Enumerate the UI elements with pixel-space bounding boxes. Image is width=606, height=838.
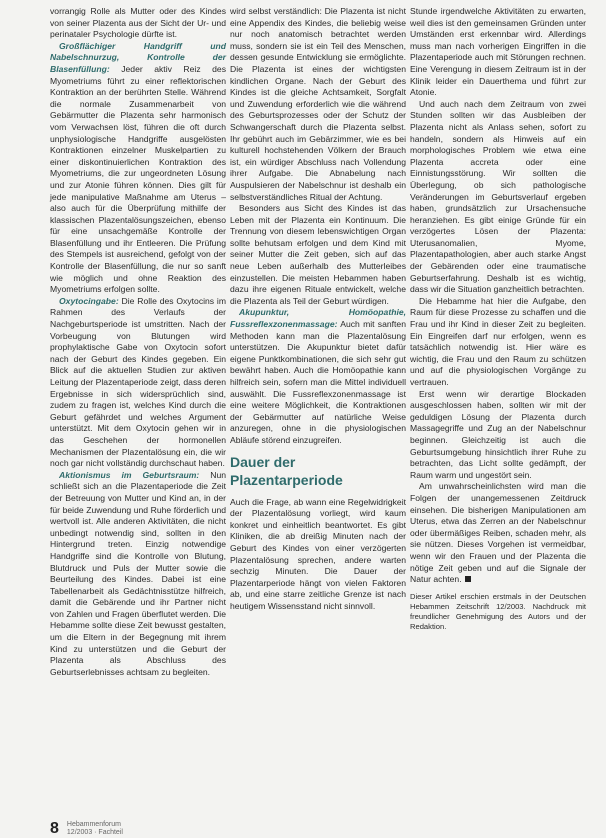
paragraph: Die Hebamme hat hier die Aufgabe, den Raum für diese Prozesse zu schaffen und die Frau und ihr Kind in dieser Zeit zu begleiten. Ein Eingreifen darf nur erfolgen, wenn es tatsächlich notwendig ist. Hier wäre es wichtig, die Frau und den Raum zu schützen und auf die physiologischen Vorgänge zu vertrauen. (410, 295, 586, 387)
paragraph (50, 41, 226, 296)
paragraph: Auch die Frage, ab wann eine Regelwidrigkeit der Plazentalösung vorliegt, wird kaum konkret und einheitlich beantwortet. Es gibt Kliniken, die ab dreißig Minuten nach der Geburt des Kindes von einer verzögerten Plazentalösung sprechen, andere warten sechzig Minuten. Die Dauer der Plazentarperiode hängt von vielen Faktoren ab, und eine starre zeitliche Grenze ist nach heutigem Wissensstand nicht sinnvoll. (230, 496, 406, 611)
paragraph-text: Am unwahrscheinlichsten wird man die Folgen der unangemessenen Zeitdruck einsehen. Die bisherigen Manipulationen am Uterus, etwa das Zerren an der Nabelschnur oder übermäßiges Reiben, schaden mehr, als sie nützen. Dieses Vorgehen ist vermeidbar, wenn wir den Frauen und der Plazenta die nötige Zeit geben und auf die Signale der Natur achten. (410, 481, 586, 585)
subheading: Großflächiger Handgriff und Nabelschnurzug, Kontrolle der Blasenfüllung: (50, 40, 226, 74)
subheading: Aktionismus im Geburtsraum: (59, 469, 200, 480)
text-column-left (50, 6, 226, 678)
end-of-article-mark (465, 576, 471, 582)
paragraph (50, 470, 226, 679)
issue-info (67, 821, 123, 837)
paragraph: vorrangig Rolle als Mutter oder des Kindes von seiner Plazenta aus der Sicht der Ur- und perinataler Psychologie dürfte ist. (50, 6, 226, 40)
paragraph: Stunde irgendwelche Aktivitäten zu erwarten, weil dies ist den gemeinsamen Gründen unter Umständen erst erkennbar wird. Allerdings muss man nach vorherigen Eingriffen in die Plazentaperiode auch mit Störungen rechnen. Eine Verengung in diesem Zeitraum ist in der Klinik leider ein Dauerthema und führt zur Atonie. (410, 6, 586, 98)
section-heading: Dauer der Plazentarperiode (230, 453, 343, 488)
paragraph-text: Auch mit sanften Methoden kann man die Plazentalösung unterstützen. Die Akupunktur bietet dafür eigene Punktkombinationen, die sich sehr gut bewährt haben. Auch die Homöopathie kann hilfreich sein, sofern man die Mittel individuell auswählt. Die Fussreflexzonenmassage ist eine weitere Möglichkeit, die Kontraktionen der Gebärmutter auf natürliche Weise anzuregen, ohne in die physiologischen Abläufe störend einzugreifen. (230, 319, 406, 445)
paragraph-text: Nun schließt sich an die Plazentaperiode die Zeit der Betreuung von Mutter und Kind an, in der für beide Zuwendung und Ruhe förderlich und wertvoll ist. Alle anderen Aktivitäten, die nicht unbedingt notwendig sind, sollten in den Hintergrund treten. Einzig notwendige Handgriffe sind die Kontrolle von Blutung, Blutdruck und Puls der Mutter sowie die Beurteilung des Kindes. Dabei ist eine Tabellenarbeit als Gedächtnisstütze hilfreich, damit die Gebärende und ihr Partner nicht von Zahlen und Fragen überflutet werden. Die Hebamme sollte diese Zeit bewusst gestalten, um die Eltern in der Begegnung mit ihrem Kind zu unterstützen und die Geburt der Plazenta als Abschluss des Geburtserlebnisses achtsam zu begleiten. (50, 469, 226, 677)
subheading: Akupunktur, Homöopathie, Fussreflexzonenmassage: (230, 307, 406, 330)
paragraph (50, 296, 226, 470)
paragraph: wird selbst verständlich: Die Plazenta ist nicht eine Appendix des Kindes, die beliebig weise nur noch anatomisch betrachtet werden muss, sondern sie ist ein Teil des Menschen, dessen gesunde Entwicklung sie ermöglichte. Die Plazenta ist eines der wichtigsten kindlichen Organe. Nach der Geburt des Kindes ist die gleiche Achtsamkeit, Sorgfalt und Zuwendung erforderlich wie die während des Geburtsprozesses oder der Schutz der Schwangerschaft durch die Plazenta selbst. Ihr gebührt auch im Gebärzimmer, wie es bei kulturell hochstehenden Völkern der Brauch ist, ein würdiger Abschluss nach Vollendung ihrer Aufgabe. Die Abnabelung nach Auspulsieren der Nabelschnur ist deshalb ein selbstverständliches Ritual der Achtung. (230, 6, 406, 202)
paragraph: Besonders aus Sicht des Kindes ist das Leben mit der Plazenta ein Kontinuum. Die Trennung von diesem lebenswichtigen Organ sollte behutsam erfolgen und dem Kind mit seiner Mutter die Zeit geben, sich auf das neue Leben außerhalb des Mutterleibes einzustellen. Die meisten Hebammen haben dazu ihre eigenen Rituale entwickelt, welche die Plazenta als Teil der Geburt würdigen. (230, 203, 406, 306)
paragraph-text: Jeder aktiv Reiz des Myometriums führt zu einer reflektorischen Kontraktion an der berührten Stelle. Während die normale Zusammenarbeit von Gebärmutter die Plazenta sehr harmonisch vom Verwachsen löst, führen die oft durch unphysiologische Handgriffe ausgelösten Kontraktionen einzelner Muskelpartien zu einer diskontinuierlichen Kontraktion des Myometriums, die zur ungeordneten Lösung und zur Atonie führen können. Dies gilt für jede manipulative Maßnahme am Uterus – also auch für die Überprüfung mithilfe der klassischen Plazentalösungszeichen, ebenso für eine unsachgemäße Kontrolle der Blasenfüllung und ihr Entleeren. Die Prüfung des Stempels ist ausreichend, gefolgt von der Kontrolle der Blasenfüllung, die nur so sanft wie möglich und ohne Reaktion des Myometriums erfolgen sollte. (50, 63, 226, 295)
text-column-middle (230, 6, 406, 613)
paragraph-text: Die Rolle des Oxytocins im Rahmen des Verlaufs der Nachgeburtsperiode ist umstritten. Nach der Vorbeugung von Blutungen wird prophylaktische Gabe von Oxytocin sofort nach der Geburt des Kindes gegeben. Ein Blick auf die aktuellen Studien zur aktiven Leitung der Plazentaperiode zeigt, dass deren Ergebnisse in sich widersprüchlich sind, zudem zu fragen ist, welches Kind durch die Geburt gefährdet und welches Argument unterstützt. Mit dem Oxytocin gehen wir in das Geschehen der hormonellen Mechanismen der Plazentalösung ein, die wir noch gar nicht vollständig durchschaut haben. (50, 295, 227, 469)
page-number: 8 (50, 820, 59, 837)
issue-line: Hebammenforum (66, 821, 121, 828)
page-footer (50, 820, 123, 838)
paragraph (230, 307, 406, 446)
issue-line: 12/2003 · Fachteil (66, 829, 123, 836)
paragraph: Und auch nach dem Zeitraum von zwei Stunden sollten wir das Ausbleiben der Plazenta nicht als Anlass sehen, sofort zu handeln, sondern als Hinweis auf ein morphologisches Problem wie etwa eine Plazenta accreta oder eine Einnistungsstörung. Wir sollten die Überlegung, ob sich pathologische Veränderungen im Geburtsverlauf ergeben haben, grundsätzlich zur Ursachensuche heranziehen. Es gibt einige Gründe für ein verzögertes Lösen der Plazenta: Uterusanomalien, Myome, Plazentapathologien, aber auch starke Angst der Gebärenden oder eine traumatische Geburtserfahrung. Deshalb ist es wichtig, dass wir die Situation ganzheitlich betrachten. (410, 98, 586, 295)
paragraph (410, 481, 586, 585)
paragraph: Erst wenn wir derartige Blockaden ausgeschlossen haben, sollten wir mit der geduldigen Lösung der Plazenta durch Massagegriffe und Zug an der Nabelschnur beginnen. Gleichzeitig ist auch die Geburtsumgebung hinsichtlich ihrer Ruhe zu betrachten, das Licht sollte gedämpft, der Raum warm und ungestört sein. (410, 388, 586, 480)
article-note: Dieser Artikel erschien erstmals in der Deutschen Hebammen Zeitschrift 12/2003. Nachdruck mit freundlicher Genehmigung des Autors und der Redaktion. (410, 591, 586, 631)
subheading: Oxytocingabe: (59, 295, 119, 306)
text-column-right (410, 6, 586, 632)
